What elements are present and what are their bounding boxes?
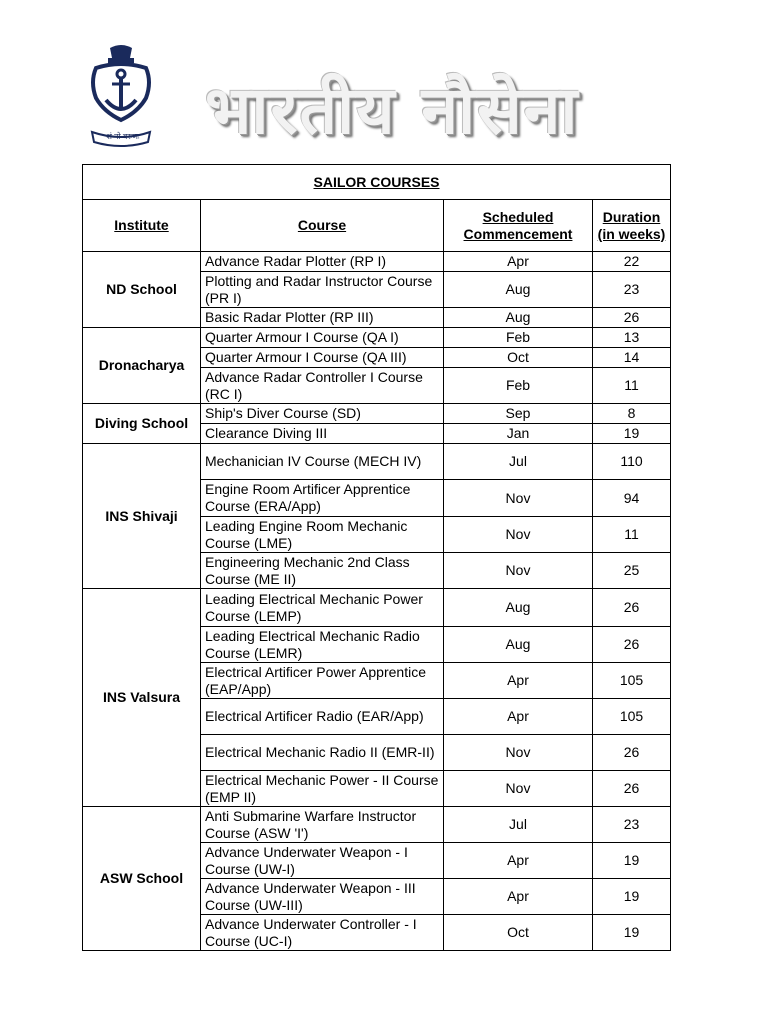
- sailor-courses-table: [82, 164, 671, 951]
- commencement-cell: Apr: [444, 699, 593, 735]
- commencement-cell: Nov: [444, 771, 593, 807]
- commencement-cell: Sep: [444, 404, 593, 424]
- course-cell: Anti Submarine Warfare Instructor Course (ASW 'I'): [201, 807, 444, 843]
- course-cell: Electrical Mechanic Radio II (EMR-II): [201, 735, 444, 771]
- commencement-cell: Aug: [444, 589, 593, 627]
- course-cell: Mechanician IV Course (MECH IV): [201, 444, 444, 480]
- duration-cell: 11: [593, 368, 671, 404]
- duration-cell: 22: [593, 252, 671, 272]
- course-cell: Clearance Diving III: [201, 424, 444, 444]
- emblem-motto: शं नो वरुणः: [106, 132, 140, 141]
- commencement-cell: Feb: [444, 328, 593, 348]
- course-cell: Electrical Artificer Power Apprentice (EAP/App): [201, 663, 444, 699]
- duration-cell: 8: [593, 404, 671, 424]
- duration-cell: 26: [593, 589, 671, 627]
- course-cell: Basic Radar Plotter (RP III): [201, 308, 444, 328]
- duration-cell: 23: [593, 807, 671, 843]
- course-cell: Engine Room Artificer Apprentice Course (ERA/App): [201, 480, 444, 517]
- commencement-cell: Aug: [444, 308, 593, 328]
- commencement-cell: Apr: [444, 879, 593, 915]
- duration-cell: 19: [593, 915, 671, 951]
- duration-cell: 105: [593, 699, 671, 735]
- commencement-cell: Apr: [444, 843, 593, 879]
- commencement-cell: Nov: [444, 553, 593, 589]
- commencement-cell: Jul: [444, 807, 593, 843]
- duration-cell: 23: [593, 272, 671, 308]
- course-cell: Advance Radar Controller I Course (RC I): [201, 368, 444, 404]
- course-cell: Electrical Artificer Radio (EAR/App): [201, 699, 444, 735]
- course-cell: Leading Electrical Mechanic Radio Course (LEMR): [201, 627, 444, 663]
- commencement-cell: Apr: [444, 663, 593, 699]
- duration-cell: 19: [593, 843, 671, 879]
- table-row: [83, 807, 671, 843]
- duration-cell: 94: [593, 480, 671, 517]
- column-header-institute: Institute: [83, 200, 201, 252]
- table-row: [83, 444, 671, 480]
- course-cell: Quarter Armour I Course (QA III): [201, 348, 444, 368]
- institute-cell: ASW School: [83, 807, 201, 951]
- course-cell: Plotting and Radar Instructor Course (PR I): [201, 272, 444, 308]
- commencement-cell: Aug: [444, 272, 593, 308]
- institute-cell: Diving School: [83, 404, 201, 444]
- duration-cell: 19: [593, 879, 671, 915]
- duration-cell: 26: [593, 627, 671, 663]
- course-cell: Engineering Mechanic 2nd Class Course (ME II): [201, 553, 444, 589]
- course-cell: Ship's Diver Course (SD): [201, 404, 444, 424]
- course-cell: Leading Electrical Mechanic Power Course (LEMP): [201, 589, 444, 627]
- duration-cell: 105: [593, 663, 671, 699]
- duration-cell: 11: [593, 517, 671, 553]
- course-cell: Quarter Armour I Course (QA I): [201, 328, 444, 348]
- commencement-cell: Oct: [444, 915, 593, 951]
- table-title: SAILOR COURSES: [83, 165, 671, 200]
- institute-cell: Dronacharya: [83, 328, 201, 404]
- course-cell: Advance Underwater Weapon - III Course (UW-III): [201, 879, 444, 915]
- institute-cell: INS Valsura: [83, 589, 201, 807]
- commencement-cell: Jul: [444, 444, 593, 480]
- duration-cell: 14: [593, 348, 671, 368]
- commencement-cell: Apr: [444, 252, 593, 272]
- commencement-cell: Nov: [444, 517, 593, 553]
- column-header-duration: Duration (in weeks): [593, 200, 671, 252]
- duration-cell: 26: [593, 771, 671, 807]
- banner-title: भारतीय नौसेना: [205, 71, 580, 149]
- duration-cell: 19: [593, 424, 671, 444]
- duration-cell: 110: [593, 444, 671, 480]
- course-cell: Advance Radar Plotter (RP I): [201, 252, 444, 272]
- commencement-cell: Feb: [444, 368, 593, 404]
- duration-cell: 13: [593, 328, 671, 348]
- table-row: [83, 328, 671, 348]
- table-row: [83, 589, 671, 627]
- institute-cell: INS Shivaji: [83, 444, 201, 589]
- page-header: [0, 0, 768, 160]
- column-header-course: Course: [201, 200, 444, 252]
- commencement-cell: Jan: [444, 424, 593, 444]
- duration-cell: 25: [593, 553, 671, 589]
- commencement-cell: Nov: [444, 480, 593, 517]
- course-cell: Electrical Mechanic Power - II Course (EMP II): [201, 771, 444, 807]
- duration-cell: 26: [593, 308, 671, 328]
- course-cell: Leading Engine Room Mechanic Course (LME): [201, 517, 444, 553]
- column-header-commencement: Scheduled Commencement: [444, 200, 593, 252]
- commencement-cell: Aug: [444, 627, 593, 663]
- table-row: [83, 404, 671, 424]
- commencement-cell: Oct: [444, 348, 593, 368]
- duration-cell: 26: [593, 735, 671, 771]
- institute-cell: ND School: [83, 252, 201, 328]
- course-cell: Advance Underwater Weapon - I Course (UW-I): [201, 843, 444, 879]
- table-row: [83, 252, 671, 272]
- commencement-cell: Nov: [444, 735, 593, 771]
- course-cell: Advance Underwater Controller - I Course (UC-I): [201, 915, 444, 951]
